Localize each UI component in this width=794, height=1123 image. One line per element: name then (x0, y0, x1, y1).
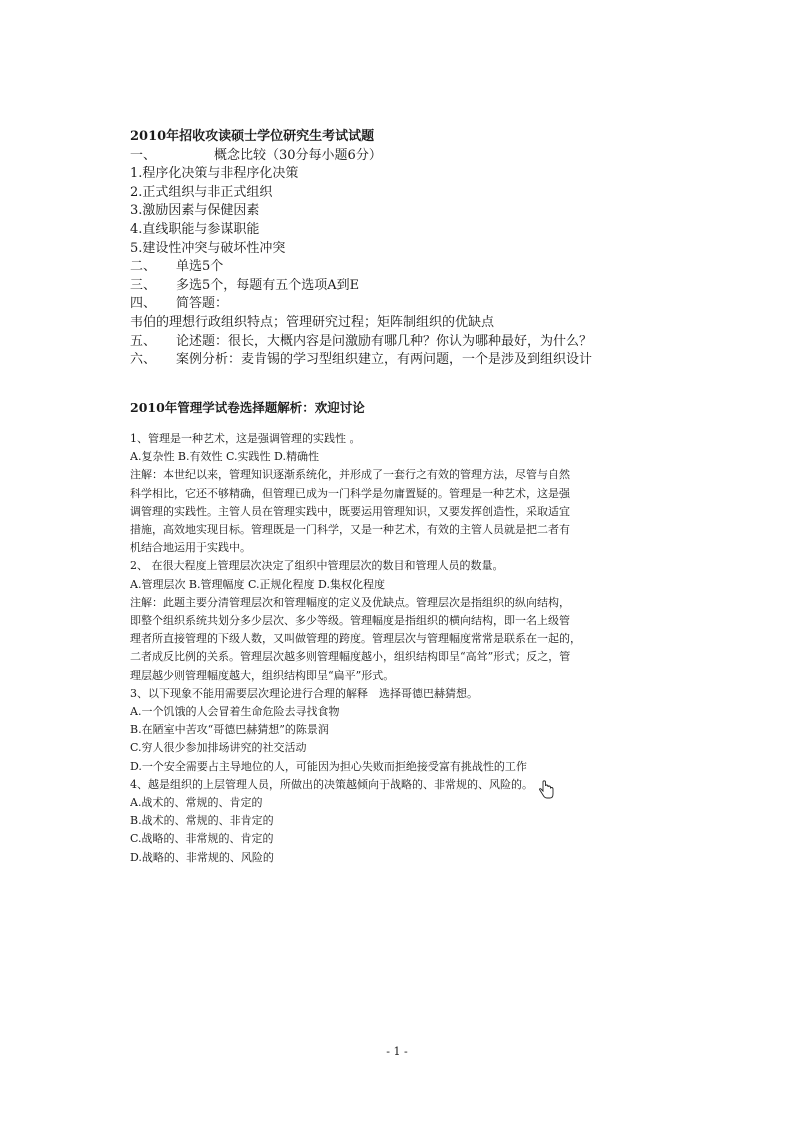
question-5-heading (130, 333, 630, 352)
analysis-line: 理者所直接管理的下级人数，又叫做管理的跨度。管理层次与管理幅度常常是联系在一起的， (130, 632, 581, 646)
question-4-number: 四、 (130, 296, 157, 312)
concept-item-5: 5.建设性冲突与破坏性冲突 (130, 240, 286, 256)
analysis-line: 注解：本世纪以来，管理知识逐渐系统化，并形成了一套行之有效的管理方法，尽管与自然 (130, 468, 570, 482)
analysis-line: 理层越少则管理幅度越大，组织结构即呈“扁平”形式。 (130, 668, 395, 682)
question-6-number: 六、 (130, 352, 157, 368)
analysis-line: 措施，高效地实现目标。管理既是一门科学，又是一种艺术，有效的主管人员就是把二者有 (130, 523, 570, 537)
question-5-number: 五、 (130, 333, 157, 349)
concept-item-1: 1.程序化决策与非程序化决策 (130, 166, 299, 182)
analysis-lines (130, 430, 630, 867)
analysis-line: 3、以下现象不能用需要层次理论进行合理的解释 选择哥德巴赫猜想。 (130, 686, 478, 700)
choice-analysis-section (130, 400, 630, 867)
analysis-line: A.复杂性 B.有效性 C.实践性 D.精确性 (130, 450, 319, 464)
question-4-text: 简答题： (176, 296, 229, 312)
page-number: - 1 - (386, 1045, 408, 1058)
question-4-heading (130, 295, 630, 314)
analysis-line: B.在陋室中苦攻“哥德巴赫猜想”的陈景润 (130, 723, 329, 737)
exam-questions-section (130, 128, 630, 370)
question-6-text: 案例分析：麦肯锡的学习型组织建立，有两问题，一个是涉及到组织设计 (176, 352, 593, 368)
analysis-line: 调管理的实践性。主管人员在管理实践中，既要运用管理知识，又要发挥创造性，采取适宜 (130, 504, 570, 518)
analysis-line: A.一个饥饿的人会冒着生命危险去寻找食物 (130, 705, 340, 719)
analysis-line: 即整个组织系统共划分多少层次、多少等级。管理幅度是指组织的横向结构，即一名上级管 (130, 614, 570, 628)
question-5-text: 论述题：很长，大概内容是问激励有哪几种？你认为哪种最好，为什么？ (176, 333, 593, 349)
question-6-heading (130, 351, 630, 370)
analysis-title: 2010年管理学试卷选择题解析：欢迎讨论 (130, 400, 365, 415)
question-2-heading (130, 258, 630, 277)
analysis-line: C.穷人很少参加排场讲究的社交活动 (130, 741, 307, 755)
analysis-line: 科学相比，它还不够精确，但管理已成为一门科学是勿庸置疑的。管理是一种艺术，这是强 (130, 486, 570, 500)
analysis-line: 注解：此题主要分清管理层次和管理幅度的定义及优缺点。管理层次是指组织的纵向结构， (130, 595, 570, 609)
question-1-heading (130, 147, 630, 166)
analysis-line: 机结合地运用于实践中。 (130, 541, 251, 555)
analysis-line: C.战略的、非常规的、肯定的 (130, 832, 274, 846)
concept-item-2: 2.正式组织与非正式组织 (130, 184, 273, 200)
hand-cursor-icon (538, 780, 554, 800)
concept-item-3: 3.激励因素与保健因素 (130, 203, 260, 219)
question-3-heading (130, 277, 630, 296)
analysis-line: 4、越是组织的上层管理人员，所做出的决策越倾向于战略的、非常规的、风险的。 (130, 777, 533, 791)
analysis-line: A.战术的、常规的、肯定的 (130, 796, 263, 810)
analysis-line: D.战略的、非常规的、风险的 (130, 850, 274, 864)
exam-title: 2010年招收攻读硕士学位研究生考试试题 (130, 129, 375, 144)
concept-item-4: 4.直线职能与参谋职能 (130, 221, 260, 237)
question-1-text: 概念比较（30分每小题6分） (214, 147, 382, 163)
question-3-text: 多选5个，每题有五个选项A到E (176, 277, 360, 293)
analysis-line: 2、 在很大程度上管理层次决定了组织中管理层次的数目和管理人员的数量。 (130, 559, 504, 573)
analysis-line: B.战术的、常规的、非肯定的 (130, 814, 274, 828)
question-2-text: 单选5个 (176, 259, 224, 275)
analysis-line: D.一个安全需要占主导地位的人，可能因为担心失败而拒绝接受富有挑战性的工作 (130, 759, 527, 773)
analysis-line: A.管理层次 B.管理幅度 C.正规化程度 D.集权化程度 (130, 577, 385, 591)
analysis-line: 二者成反比例的关系。管理层次越多则管理幅度越小，组织结构即呈“高耸”形式；反之，管 (130, 650, 571, 664)
question-2-number: 二、 (130, 259, 157, 275)
analysis-line: 1、管理是一种艺术，这是强调管理的实践性 。 (130, 432, 361, 445)
question-3-number: 三、 (130, 277, 157, 293)
question-1-number: 一、 (130, 147, 157, 163)
question-4-detail: 韦伯的理想行政组织特点；管理研究过程；矩阵制组织的优缺点 (130, 314, 495, 330)
